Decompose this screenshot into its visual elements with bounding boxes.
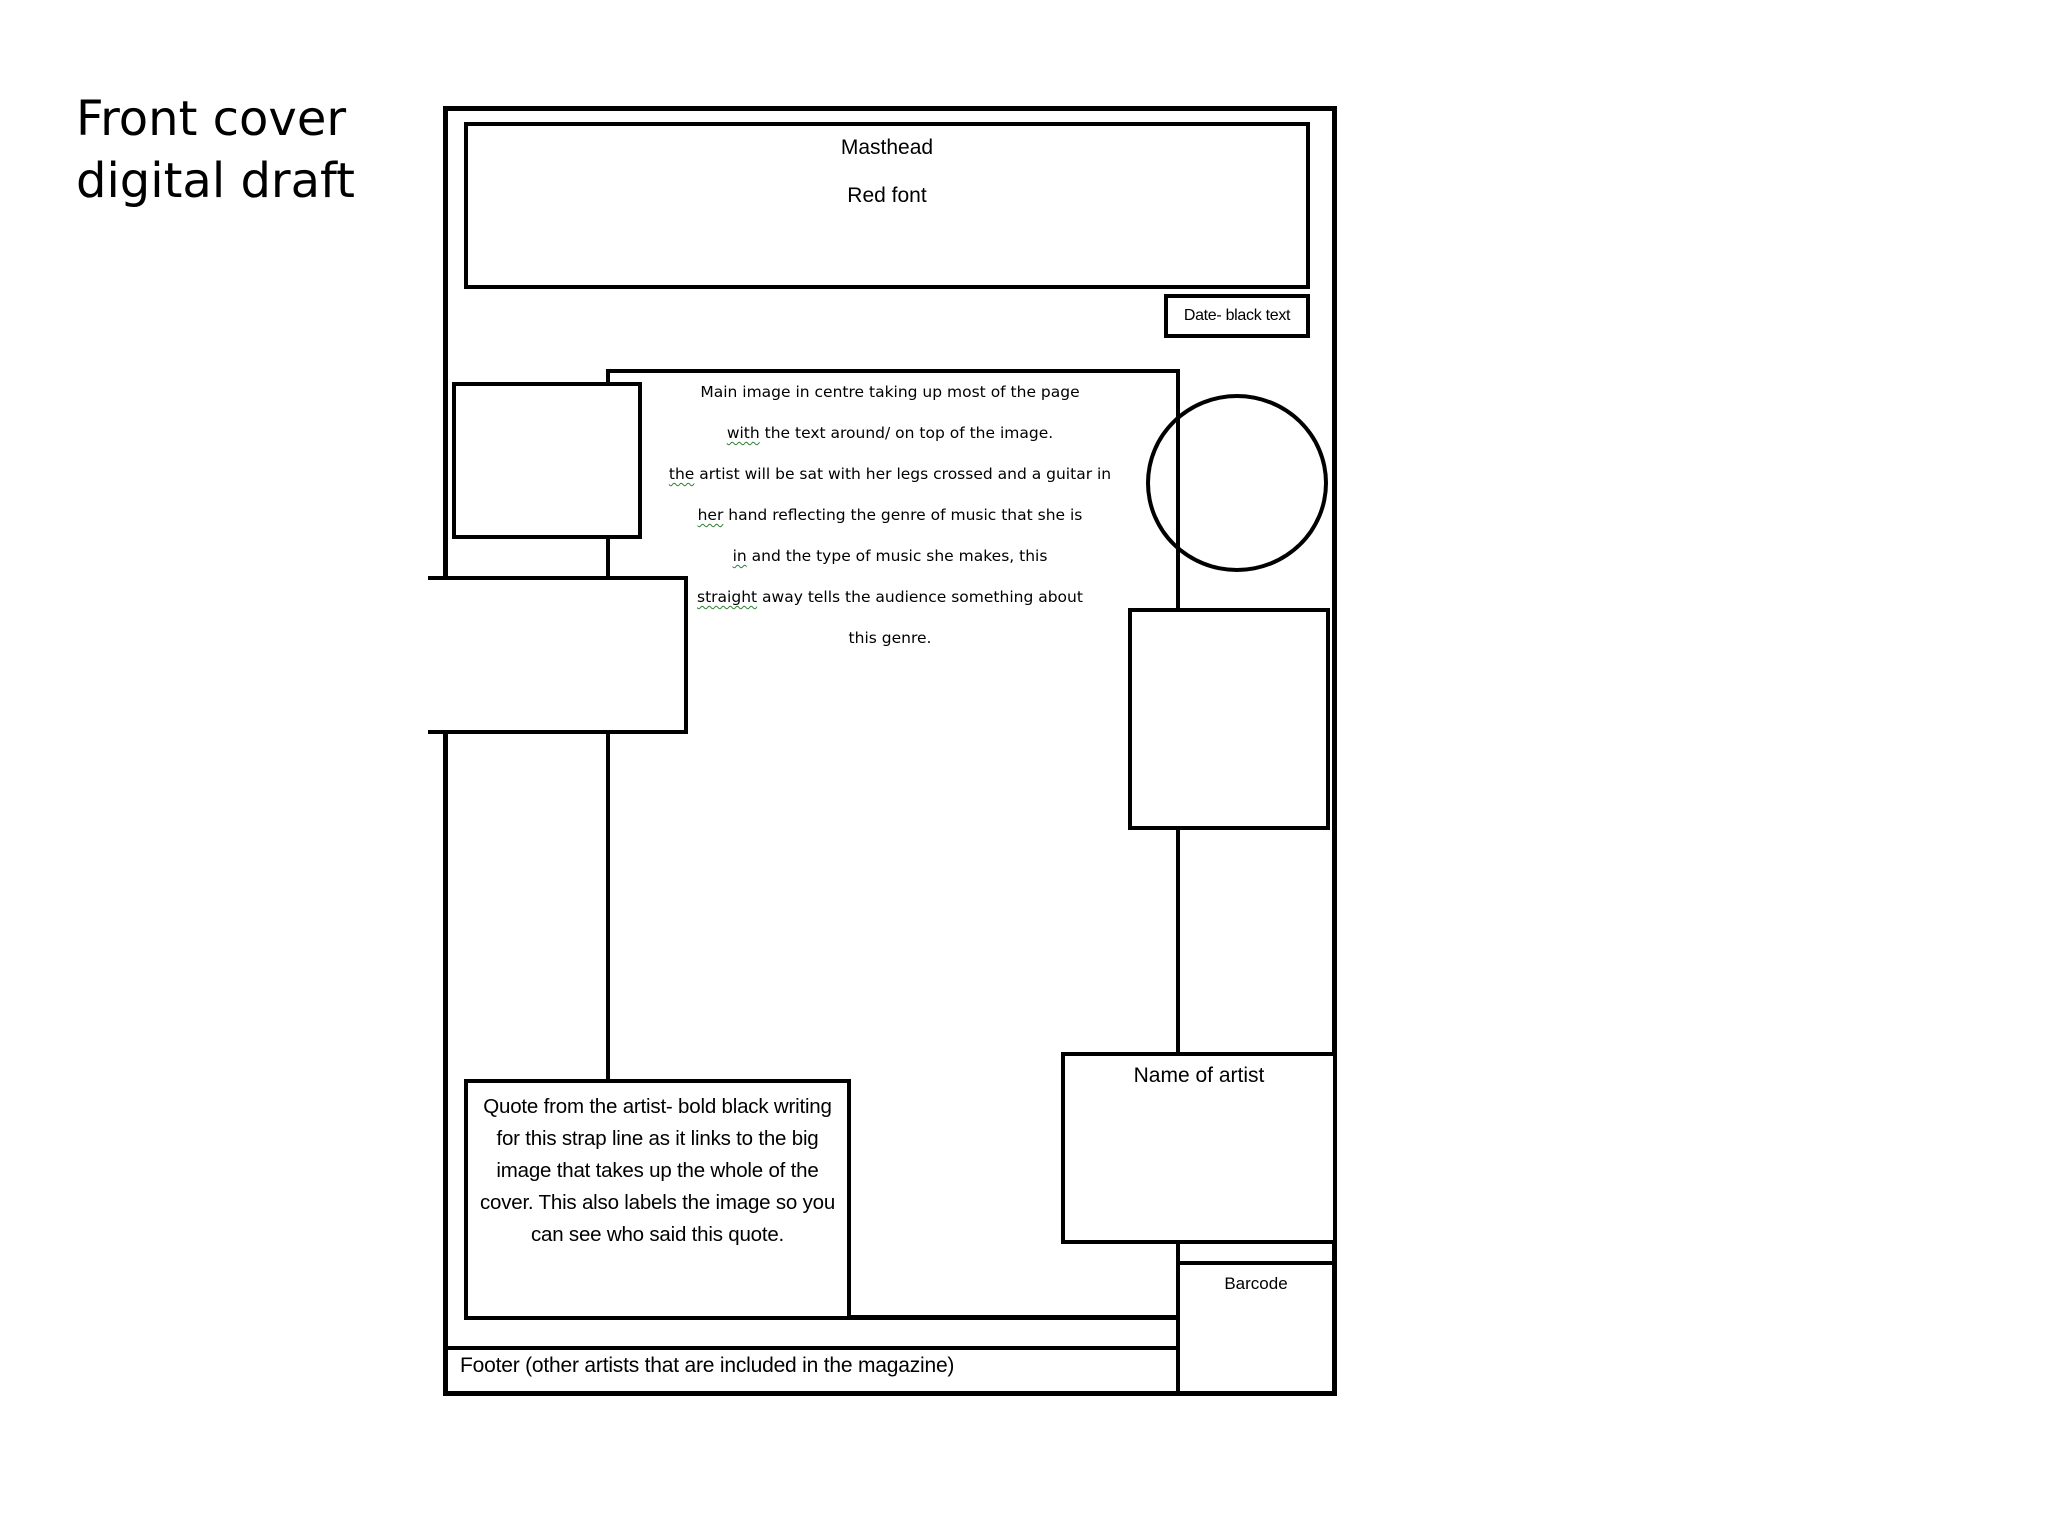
slide-title-line-1: Front cover: [76, 91, 347, 147]
footer-label: Footer (other artists that are included in the magazine): [460, 1354, 955, 1377]
masthead-label: Masthead: [840, 136, 934, 159]
left-coverline-box-top: [452, 382, 642, 539]
quote-box: [464, 1079, 851, 1320]
main-image-line-5: in and the type of music she makes, this: [732, 547, 1048, 565]
main-image-line-4: her hand reflecting the genre of music that she is: [697, 506, 1083, 524]
date-box: [1164, 294, 1310, 338]
main-image-description: [660, 378, 1120, 665]
slide-title-line-2: digital draft: [76, 153, 355, 209]
barcode-label: Barcode: [1224, 1274, 1288, 1293]
main-image-line-3: the artist will be sat with her legs crossed and a guitar in: [668, 465, 1112, 483]
main-image-line-1: Main image in centre taking up most of the page: [700, 383, 1080, 401]
barcode-box: [1176, 1261, 1337, 1396]
masthead-font-note: Red font: [847, 184, 927, 207]
artist-name-box: [1061, 1052, 1337, 1244]
slide-title: [76, 88, 355, 212]
footer-top-rule: [446, 1346, 1178, 1350]
masthead-box: [464, 122, 1310, 289]
left-coverline-box-middle: [428, 576, 688, 734]
main-image-line-2: with the text around/ on top of the image.: [726, 424, 1054, 442]
main-image-line-6: straight away tells the audience something about: [697, 588, 1083, 606]
main-image-line-7: this genre.: [848, 629, 932, 647]
artist-name-label: Name of artist: [1133, 1064, 1265, 1087]
date-label: Date- black text: [1183, 307, 1291, 324]
right-coverline-box: [1128, 608, 1330, 830]
circle-puff-shape: [1146, 394, 1328, 572]
quote-text: Quote from the artist- bold black writing for this strap line as it links to the big image that takes up the whole of the cover. This also labels the image so you can see who said this quote.: [479, 1095, 836, 1246]
